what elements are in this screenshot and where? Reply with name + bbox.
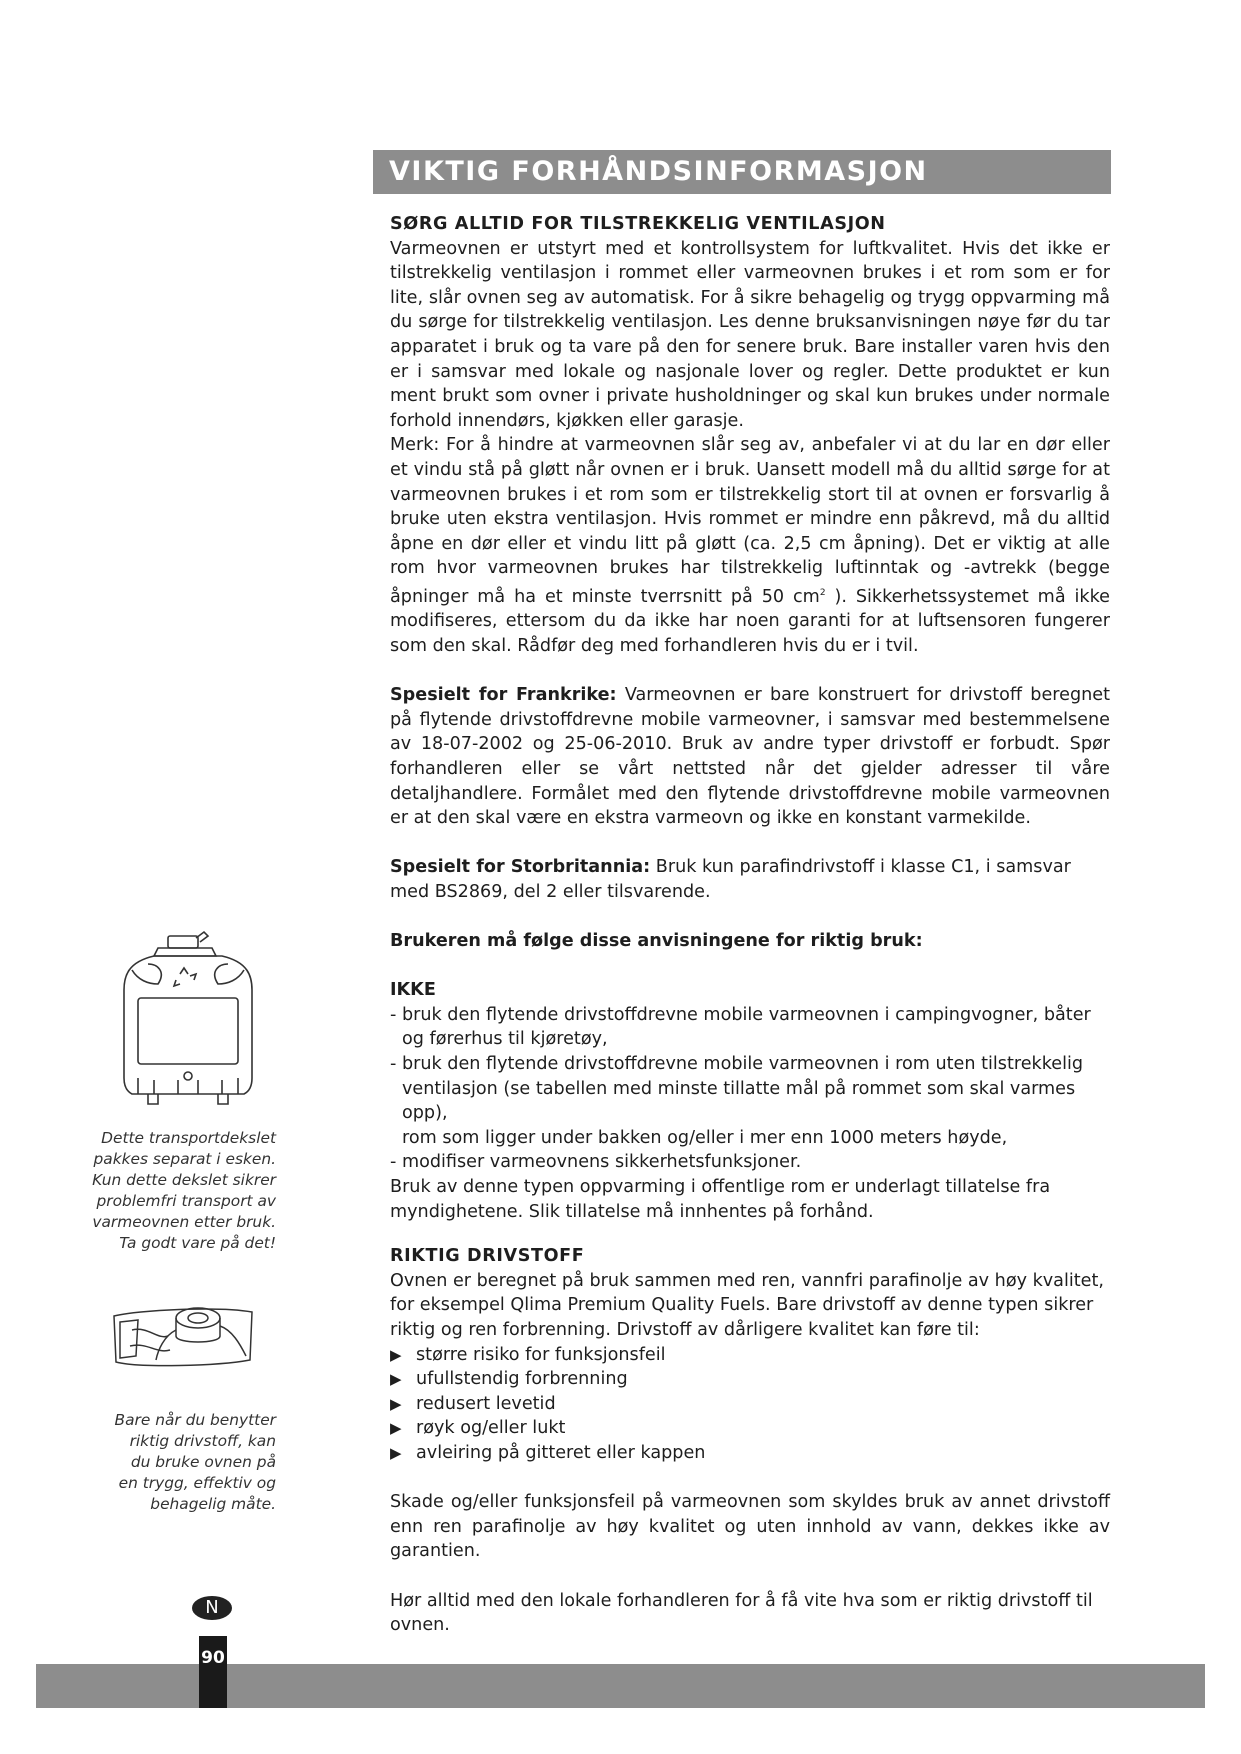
main-content: [390, 212, 1110, 1638]
fuel-container-illustration: [118, 928, 258, 1113]
france-paragraph: [390, 683, 1110, 831]
superscript-2: 2: [819, 587, 826, 598]
caption-line: du bruke ovnen på: [130, 1453, 276, 1471]
ventilation-paragraph-2-text: Merk: For å hindre at varmeovnen slår seg av, anbefaler vi at du lar en dør eller et vindu stå på gløtt når ovnen er i bruk. Uansett modell må du alltid sørge for at varmeovnen brukes i et rom som er tilstrekkelig stort til at ovnen er forsvarlig å bruke uten ekstra ventilasjon. Hvis rommet er mindre enn påkrevd, må du alltid åpne en dør eller et vindu litt på gløtt (ca. 2,5 cm åpning). Det er viktig at alle rom hvor varmeovnen brukes har tilstrekkelig luftinntak og -avtrekk (begge åpninger må ha et minste tverrsnitt på 50 cm: [390, 435, 1110, 607]
warranty-paragraph: Skade og/eller funksjonsfeil på varmeovnen som skyldes bruk av annet drivstoff enn ren parafinolje av høy kvalitet og uten innhold av vann, dekkes ikke av garantien.: [390, 1492, 1110, 1562]
caption-line: Bare når du benytter: [114, 1411, 276, 1429]
britain-paragraph: [390, 855, 1110, 904]
ikke-item-line: og førerhus til kjøretøy,: [402, 1029, 608, 1050]
caption-line: varmeovnen etter bruk.: [92, 1213, 276, 1231]
ikke-item-line: - bruk den flytende drivstoffdrevne mobile varmeovnen i campingvogner, båter: [390, 1004, 1091, 1025]
ikke-item: [390, 1052, 1110, 1150]
fuel-intro: Ovnen er beregnet på bruk sammen med ren, vannfri parafinolje av høy kvalitet, for eksempel Qlima Premium Quality Fuels. Bare drivstoff av denne typen sikrer riktig og ren forbrenning. Drivstoff av dårligere kvalitet kan føre til:: [390, 1270, 1104, 1340]
page-title: VIKTIG FORHÅNDSINFORMASJON: [373, 150, 1111, 194]
triangle-right-icon: ▶: [390, 1370, 402, 1389]
page-number: 90: [199, 1636, 227, 1708]
fuel-risk-text: ufullstendig forbrenning: [416, 1369, 628, 1390]
transport-cover-caption: [70, 1128, 276, 1254]
britain-text: Bruk kun parafindrivstoff i klasse C1, i samsvar med BS2869, del 2 eller tilsvarende.: [390, 857, 1071, 902]
language-badge: N: [192, 1596, 232, 1620]
caption-line: Dette transportdekslet: [101, 1129, 276, 1147]
caption-line: problemfri transport av: [96, 1192, 276, 1210]
fuel-risk-item: [390, 1392, 1110, 1417]
user-instructions-heading: Brukeren må følge disse anvisningene for riktig bruk:: [390, 931, 923, 952]
fuel-risk-item: [390, 1441, 1110, 1466]
triangle-right-icon: ▶: [390, 1345, 402, 1364]
triangle-right-icon: ▶: [390, 1394, 402, 1413]
ikke-item: [390, 1003, 1110, 1052]
fuel-caption: [70, 1410, 276, 1515]
fuel-risk-text: røyk og/eller lukt: [416, 1418, 566, 1439]
caption-line: Kun dette dekslet sikrer: [92, 1171, 276, 1189]
fuel-risk-text: avleiring på gitteret eller kappen: [416, 1442, 706, 1463]
fuel-risk-item: [390, 1343, 1110, 1368]
caption-line: en trygg, effektiv og: [118, 1474, 276, 1492]
ventilation-paragraph-2-text-end: ). Sikkerhetssystemet må ikke modifiseres, ettersom du da ikke har noen garanti for at luftsensoren fungerer som den skal. Rådfør deg med forhandleren hvis du er i tvil.: [390, 586, 1110, 656]
triangle-right-icon: ▶: [390, 1419, 402, 1438]
ikke-note: Bruk av denne typen oppvarming i offentlige rom er underlagt tillatelse fra myndighetene. Slik tillatelse må innhentes på forhånd.: [390, 1177, 1051, 1222]
britain-label: Spesielt for Storbritannia:: [390, 857, 651, 878]
ikke-heading: IKKE: [390, 980, 436, 1001]
ikke-item-line: - bruk den flytende drivstoffdrevne mobile varmeovnen i rom uten tilstrekkelig: [390, 1054, 1084, 1075]
france-label: Spesielt for Frankrike:: [390, 685, 617, 706]
fuel-risk-list: [390, 1343, 1110, 1466]
fuel-risk-item: [390, 1416, 1110, 1441]
ikke-item-line: ventilasjon (se tabellen med minste tillatte mål på rommet som skal varmes opp),: [402, 1078, 1076, 1124]
fuel-heading: RIKTIG DRIVSTOFF: [390, 1246, 585, 1267]
ventilation-paragraph-2: [390, 433, 1110, 658]
caption-line: riktig drivstoff, kan: [129, 1432, 276, 1450]
triangle-right-icon: ▶: [390, 1443, 402, 1462]
france-text: Varmeovnen er bare konstruert for drivstoff beregnet på flytende drivstoffdrevne mobile varmeovner, i samsvar med bestemmelsene av 18-07-2002 og 25-06-2010. Bruk av andre typer drivstoff er forbudt. Spør forhandleren eller se vårt nettsted når det gjelder adresser til våre detaljhandlere. Formålet med den flytende drivstoffdrevne mobile varmeovnen er at den skal være en ekstra varmeovn og ikke en konstant varmekilde.: [390, 685, 1110, 829]
ventilation-heading: SØRG ALLTID FOR TILSTREKKELIG VENTILASJON: [390, 214, 886, 234]
fuel-risk-text: redusert levetid: [416, 1393, 556, 1414]
dealer-paragraph: Hør alltid med den lokale forhandleren for å få vite hva som er riktig drivstoff til ovnen.: [390, 1590, 1093, 1636]
caption-line: behagelig måte.: [150, 1495, 276, 1513]
ikke-item: - modifiser varmeovnens sikkerhetsfunksjoner.: [390, 1152, 802, 1173]
caption-line: pakkes separat i esken.: [93, 1150, 276, 1168]
ventilation-paragraph-1: Varmeovnen er utstyrt med et kontrollsystem for luftkvalitet. Hvis det ikke er tilstrekkelig ventilasjon i rommet eller varmeovnen brukes i et rom som er for lite, slår ovnen seg av automatisk. For å sikre behagelig og trygg oppvarming må du sørge for tilstrekkelig ventilasjon. Les denne bruksanvisningen nøye før du tar apparatet i bruk og ta vare på den for senere bruk. Bare installer varen hvis den er i samsvar med lokale og nasjonale lover og regler. Dette produktet er kun ment brukt som ovner i private husholdninger og skal kun brukes under normale forhold innendørs, kjøkken eller garasje.: [390, 238, 1110, 431]
transport-cover-illustration: [108, 1296, 258, 1376]
ikke-item-line: rom som ligger under bakken og/eller i mer enn 1000 meters høyde,: [402, 1127, 1008, 1148]
fuel-risk-text: større risiko for funksjonsfeil: [416, 1344, 666, 1365]
caption-line: Ta godt vare på det!: [119, 1234, 276, 1252]
fuel-risk-item: [390, 1367, 1110, 1392]
